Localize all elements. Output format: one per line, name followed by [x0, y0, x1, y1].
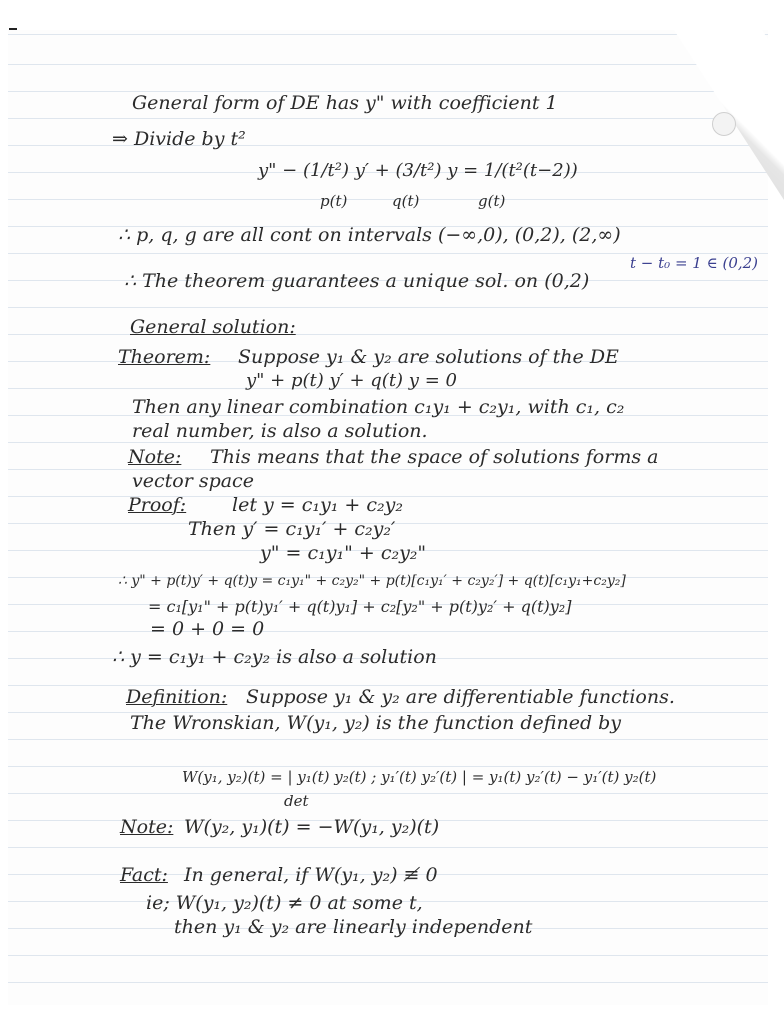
- label-g: g(t): [478, 192, 506, 210]
- theorem-text: Suppose y₁ & y₂ are solutions of the DE: [238, 346, 619, 368]
- line-divide-by: ⇒ Divide by t²: [112, 128, 246, 150]
- proof-conclusion: ∴ y = c₁y₁ + c₂y₂ is also a solution: [112, 646, 437, 668]
- label-p: p(t): [320, 192, 348, 210]
- vector-space: vector space: [132, 470, 254, 492]
- then-any: Then any linear combination c₁y₁ + c₂y₁, with c₁, c₂: [132, 396, 625, 418]
- note-text: This means that the space of solutions forms a: [210, 446, 659, 468]
- real-number: real number, is also a solution.: [132, 420, 428, 442]
- fact-label: Fact:: [120, 864, 168, 886]
- then-text: then y₁ & y₂ are linearly independent: [174, 916, 533, 938]
- fact-text: In general, if W(y₁, y₂) ≢ 0: [184, 864, 438, 886]
- proof-let: let y = c₁y₁ + c₂y₂: [232, 494, 403, 516]
- corner-mark: [9, 28, 17, 30]
- note2-text: W(y₂, y₁)(t) = −W(y₁, y₂)(t): [184, 816, 440, 838]
- de-equation: y" + p(t) y′ + q(t) y = 0: [246, 370, 457, 391]
- line-general-form: General form of DE has y" with coefficient 1: [132, 92, 558, 114]
- proof-group: = c₁[y₁" + p(t)y₁′ + q(t)y₁] + c₂[y₂" + p(t)y₂′ + q(t)y₂]: [148, 597, 572, 616]
- punch-hole: [712, 112, 736, 136]
- heading-general-solution: General solution:: [130, 316, 296, 338]
- note-label: Note:: [128, 446, 182, 468]
- note2-label: Note:: [120, 816, 174, 838]
- proof-label: Proof:: [128, 494, 187, 516]
- proof-zero: = 0 + 0 = 0: [150, 618, 265, 640]
- wronskian-formula: W(y₁, y₂)(t) = | y₁(t) y₂(t) ; y₁′(t) y₂′(t) | = y₁(t) y₂′(t) − y₁′(t) y₂(t): [182, 768, 657, 786]
- proof-then: Then y′ = c₁y₁′ + c₂y₂′: [188, 518, 396, 540]
- line-continuity: ∴ p, q, g are all cont on intervals (−∞,0), (0,2), (2,∞): [118, 224, 621, 246]
- blue-note: t − t₀ = 1 ∈ (0,2): [630, 254, 759, 272]
- line-unique-solution: ∴ The theorem guarantees a unique sol. on (0,2): [124, 270, 590, 292]
- definition-text: Suppose y₁ & y₂ are differentiable functions.: [246, 686, 675, 708]
- ie-text: ie; W(y₁, y₂)(t) ≠ 0 at some t,: [146, 892, 423, 914]
- theorem-label: Theorem:: [118, 346, 211, 368]
- wronskian-text: The Wronskian, W(y₁, y₂) is the function defined by: [130, 712, 622, 734]
- proof-sum: ∴ y" + p(t)y′ + q(t)y = c₁y₁" + c₂y₂" + p(t)[c₁y₁′ + c₂y₂′] + q(t)[c₁y₁+c₂y₂]: [118, 573, 626, 589]
- line-equation: y" − (1/t²) y′ + (3/t²) y = 1/(t²(t−2)): [258, 160, 578, 181]
- label-q: q(t): [392, 192, 420, 210]
- proof-ypp: y" = c₁y₁" + c₂y₂": [260, 542, 427, 564]
- definition-label: Definition:: [126, 686, 228, 708]
- det-label: det: [284, 792, 309, 810]
